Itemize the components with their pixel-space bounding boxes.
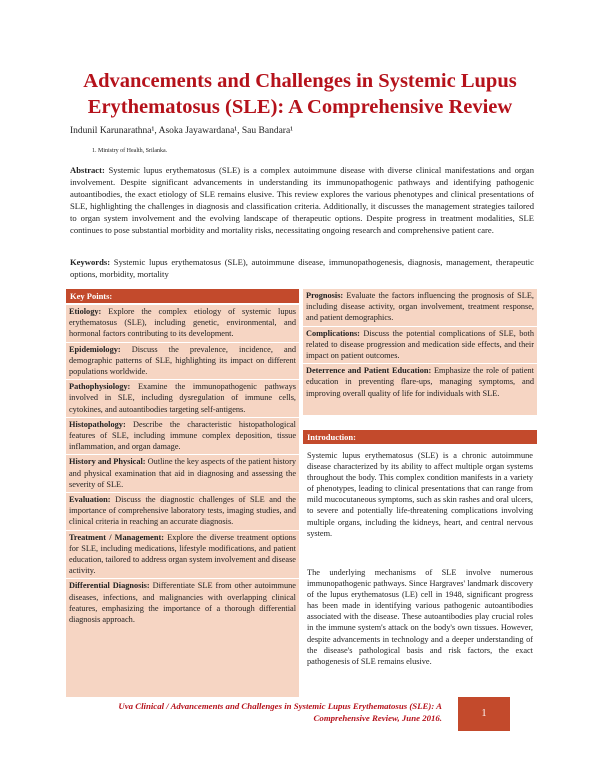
footer-citation: Uva Clinical / Advancements and Challenges in Systemic Lupus Erythematosus (SLE): A Comprehensive Review, June 2016. [118,701,442,723]
introduction-header: Introduction: [303,430,537,444]
key-point-text: Discuss the prevalence, incidence, and demographic patterns of SLE, highlighting its impact on different populations worldwide. [69,344,296,377]
key-points-header: Key Points: [66,289,299,303]
keywords-text: Systemic lupus erythematosus (SLE), autoimmune disease, immunopathogenesis, diagnosis, management, therapeutic options, morbidity, mortality [70,257,534,280]
keywords-label: Keywords: [70,257,111,267]
key-point-complications [303,327,537,365]
key-point-text: Explore the complex etiology of systemic lupus erythematosus (SLE), including genetic, environmental, and hormonal factors contributing to its development. [69,307,296,339]
key-point-label: Epidemiology: [69,344,121,354]
key-point-text: Outline the key aspects of the patient history and physical examination that aid in diagnosing and assessing the severity of SLE. [69,457,296,489]
affiliation: 1. Ministry of Health, Srilanka. [92,148,168,154]
key-point-text: Examine the immunopathogenic pathways involved in SLE, including dysregulation of immune cells, cytokines, and autoantibodies targeting self-antigens. [69,382,296,414]
key-point-label: Deterrence and Patient Education: [306,366,432,376]
key-point-label: History and Physical: [69,457,146,467]
page-number: 1 [458,697,510,731]
key-point-label: Histopathology: [69,419,126,429]
key-point-text: Evaluate the factors influencing the prognosis of SLE, including disease activity, organ involvement, treatment response, and patient demographics. [306,291,534,323]
key-points-continued-box [303,289,537,415]
key-points-box [66,305,299,697]
key-point-text: Differentiate SLE from other autoimmune diseases, infections, and malignancies with overlapping clinical features, emphasizing the importance of a thorough differential diagnosis approach. [69,581,296,625]
key-point-differential [66,579,299,627]
abstract-label: Abstract: [70,165,105,175]
key-point-text: Explore the diverse treatment options for SLE, including medications, lifestyle modifications, and patient education, tailored to address organ system involvement and disease activity. [69,532,296,576]
key-point-deterrence [303,364,537,401]
key-point-label: Prognosis: [306,291,344,300]
key-point-text: Discuss the potential complications of SLE, both related to disease progression and medication side effects, and their impact on patient outcomes. [306,328,534,361]
key-point-prognosis [303,289,537,327]
key-point-label: Treatment / Management: [69,532,164,542]
introduction-paragraph-2: The underlying mechanisms of SLE involve numerous immunopathogenic pathways. Since Hargraves' landmark discovery of the lupus erythematosus (LE) cell in 1948, significant progress has been made in identifying various pathogenic autoantibodies associated with the disease. These autoantibodies play crucial roles in the immune system's attack on the body's own tissues. However, despite advancements in technology and a deeper understanding of the disease's pathological basis and risk factors, the exact pathogenesis of SLE remains elusive. [307,568,533,666]
key-point-pathophysiology [66,380,299,418]
keywords [70,256,534,280]
abstract [70,164,534,237]
key-point-text: Discuss the diagnostic challenges of SLE and the importance of comprehensive laboratory tests, imaging studies, and clinical criteria in reaching an accurate diagnosis. [69,495,296,527]
introduction-paragraph-1: Systemic lupus erythematosus (SLE) is a chronic autoimmune disease characterized by its ability to affect multiple organ systems throughout the body. This complex condition manifests in a variety of phenotypes, leading to clinical presentations that can range from mild mucocutaneous symptoms, such as skin rashes and oral ulcers, to severe and potentially life-threatening complications involving multiple organs, including the kidneys, heart, and central nervous system. [307,451,533,538]
key-point-history-physical [66,455,299,493]
key-point-epidemiology [66,343,299,381]
key-point-histopathology [66,418,299,456]
key-point-evaluation [66,493,299,531]
abstract-text: Systemic lupus erythematosus (SLE) is a complex autoimmune disease with diverse clinical manifestations and organ involvement. Despite significant advancements in understanding its immunopathogenic pathways and identifying pathogenic autoantibodies, the exact etiology of SLE remains elusive. This review explores the various phenotypes and clinical presentations of SLE, highlighting the challenges in diagnosis and classification criteria. Additionally, it discusses the management strategies tailored to organ system involvement and the evolving landscape of therapeutic options. Despite progress in treatment modalities, SLE continues to pose substantial morbidity and mortality risks, necessitating ongoing research and comprehensive patient care. [70,165,534,236]
key-point-label: Complications: [306,328,360,338]
key-point-etiology [66,305,299,343]
key-point-label: Differential Diagnosis: [69,581,150,591]
key-point-text: Describe the characteristic histopathological features of SLE, including immune complex deposition, tissue inflammation, and organ damage. [69,419,296,452]
key-point-label: Etiology: [69,307,102,316]
key-point-label: Pathophysiology: [69,382,131,392]
key-point-label: Evaluation: [69,495,111,505]
author-list: Indunil Karunarathna¹, Asoka Jayawardana¹, Sau Bandara¹ [70,126,294,136]
key-point-text: Emphasize the role of patient education in preventing flare-ups, managing symptoms, and improving overall quality of life for individuals with SLE. [306,366,534,398]
paper-title: Advancements and Challenges in Systemic Lupus Erythematosus (SLE): A Comprehensive Review [83,70,517,118]
key-point-treatment [66,531,299,580]
